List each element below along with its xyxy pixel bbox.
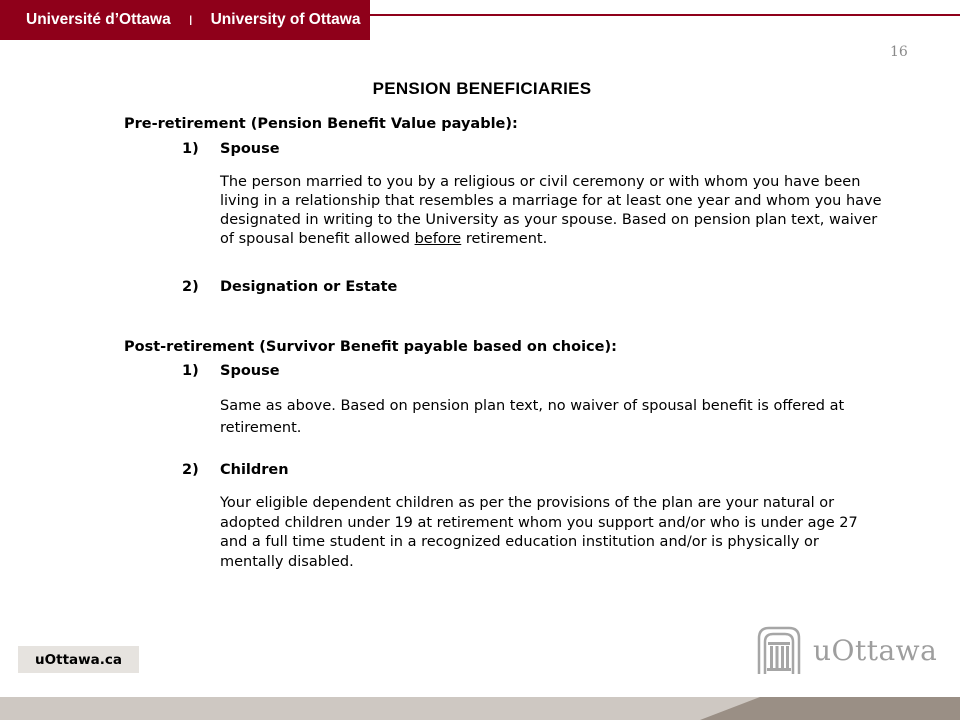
pre-retirement-heading: Pre-retirement (Pension Benefit Value payable):: [124, 116, 518, 132]
post-item-1-number: 1): [182, 363, 199, 379]
post-item-2-number: 2): [182, 462, 199, 478]
site-url-tag: uOttawa.ca: [18, 646, 139, 673]
pre-item-1-description-underlined: before: [414, 231, 462, 247]
header-band: [0, 0, 370, 40]
post-retirement-heading: Post-retirement (Survivor Benefit payable based on choice):: [124, 339, 617, 355]
post-item-1-label: Spouse: [220, 363, 280, 379]
pre-item-1-label: Spouse: [220, 141, 280, 157]
pre-item-1-number: 1): [182, 141, 199, 157]
post-item-2-description: Your eligible dependent children as per the provisions of the plan are your natural or adopted children under 19 at retirement whom you support and/or who is under age 27 and a full time student in a recognized education institution and/or is physically or mentally disabled.: [220, 495, 858, 570]
pre-item-2-label: Designation or Estate: [220, 279, 398, 295]
header-french-name: Université d’Ottawa: [26, 11, 171, 28]
header-separator: I: [188, 12, 193, 28]
logo-wordmark: uOttawa: [813, 633, 938, 667]
page-title: PENSION BENEFICIARIES: [372, 79, 592, 98]
building-icon: [755, 624, 803, 676]
pre-item-1-description-text: The person married to you by a religious or civil ceremony or with whom you have been living in a relationship that resembles a marriage for at least one year and whom you have designated in writing to the University as your spouse. Based on pension plan text, waiver of spousal benefit allowed: [220, 174, 882, 247]
header-english-name: University of Ottawa: [210, 11, 361, 28]
page-number: 16: [890, 44, 908, 60]
uottawa-logo: [755, 624, 945, 676]
post-item-1-description: Same as above. Based on pension plan text, no waiver of spousal benefit is offered at retirement.: [220, 398, 845, 436]
pre-item-1-description: [220, 173, 884, 249]
pre-item-2-number: 2): [182, 279, 199, 295]
pre-item-1-description-end: retirement.: [461, 231, 548, 247]
post-item-2-label: Children: [220, 462, 289, 478]
